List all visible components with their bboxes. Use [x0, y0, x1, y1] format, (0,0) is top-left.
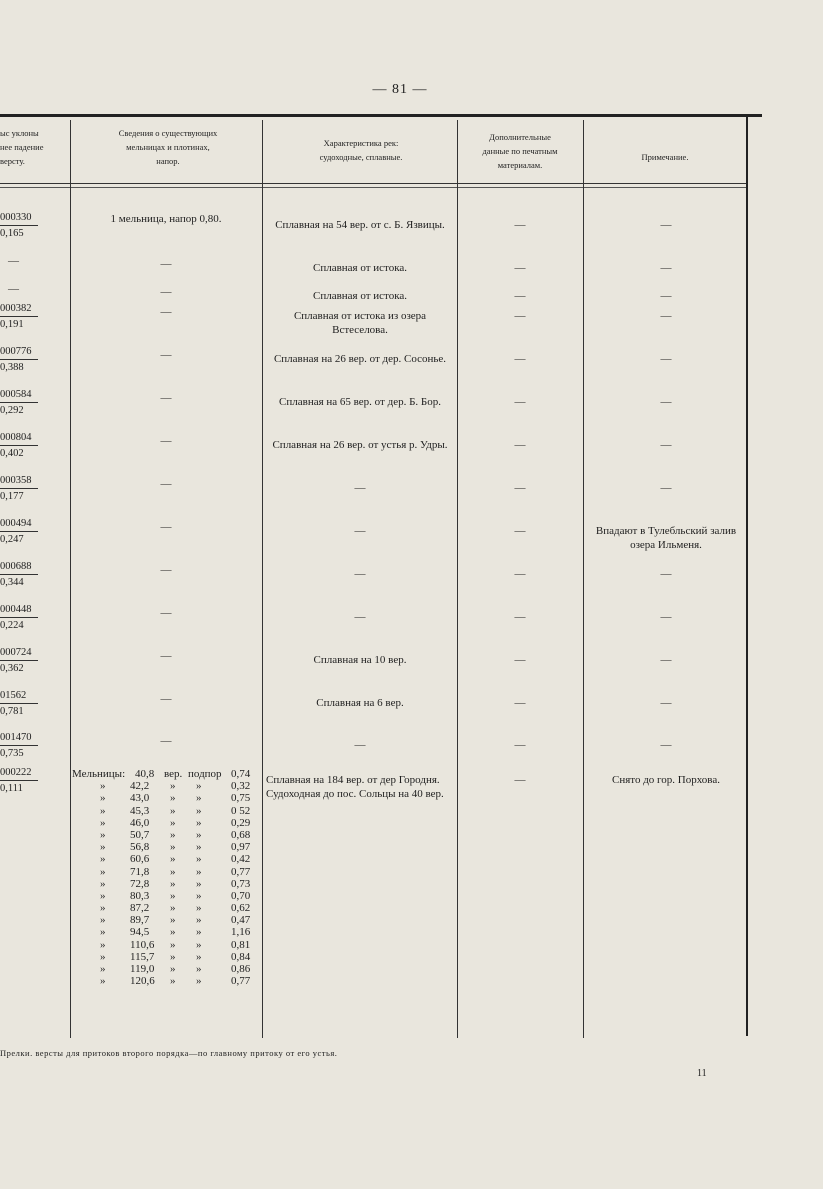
- mill-word: »: [196, 804, 202, 817]
- mill-verst: 115,7: [130, 950, 155, 963]
- mill-backwater: 0,77: [231, 865, 251, 878]
- page-number: — 81 —: [372, 82, 428, 97]
- additional-cell: —: [514, 739, 526, 751]
- mill-word: »: [196, 902, 202, 915]
- mill-backwater: 0,84: [231, 950, 251, 963]
- additional-cell: —: [514, 525, 526, 537]
- mill-row: [72, 890, 260, 902]
- slope-fraction: [0, 730, 38, 761]
- mill-word: »: [196, 950, 202, 963]
- slope-fraction: [0, 516, 38, 547]
- additional-cell: —: [514, 310, 526, 322]
- mill-unit: »: [170, 804, 176, 817]
- mill-unit: »: [170, 865, 176, 878]
- mill-backwater: 0,42: [231, 853, 251, 866]
- mill-verst: 40,8: [135, 768, 155, 780]
- mill-backwater: 0,77: [231, 975, 251, 988]
- mills-cell: —: [160, 392, 172, 404]
- mill-backwater: 0,86: [231, 963, 251, 975]
- mill-backwater: 0,75: [231, 792, 251, 805]
- mill-unit: »: [170, 902, 176, 915]
- header-characteristics: Характеристика рек: судоходные, сплавные.: [319, 138, 403, 162]
- mills-cell: —: [160, 478, 172, 490]
- mills-cell: —: [160, 607, 172, 619]
- mill-word: »: [196, 841, 202, 854]
- characteristics-cell: Сплавная на 6 вер.: [316, 697, 404, 709]
- additional-cell: —: [514, 262, 526, 274]
- note-cell: —: [660, 262, 672, 274]
- slope-fraction: [0, 210, 38, 241]
- slope-per-verst: 0,292: [0, 405, 24, 416]
- mill-verst: 94,5: [130, 926, 150, 939]
- characteristics-cell: Сплавная на 54 вер. от с. Б. Язвицы.: [275, 219, 445, 231]
- slope-value: 000776: [0, 344, 38, 360]
- mill-verst: 43,0: [130, 792, 150, 805]
- characteristics-cell: Сплавная на 26 вер. от дер. Сосонье.: [273, 353, 447, 365]
- mill-label: »: [100, 816, 106, 829]
- mill-backwater: 0,68: [231, 828, 251, 841]
- slope-per-verst: 0,388: [0, 362, 24, 373]
- mills-cell: —: [160, 349, 172, 361]
- characteristics-cell: Сплавная на 184 вер. от дер Городня. Судоходная до пос. Сольцы на 40 вер.: [266, 774, 444, 800]
- additional-cell: —: [514, 219, 526, 231]
- note-cell: —: [660, 611, 672, 623]
- slope-fraction: [0, 473, 38, 504]
- mill-label: »: [100, 975, 106, 988]
- mill-verst: 46,0: [130, 816, 150, 829]
- mill-label: »: [100, 877, 106, 890]
- mill-label: »: [100, 865, 106, 878]
- mill-row: [72, 975, 260, 987]
- mill-unit: »: [170, 914, 176, 927]
- header-additional: Дополнительные данные по печатным материалам.: [482, 132, 558, 170]
- col-divider-4: [583, 120, 584, 1038]
- mill-unit: »: [170, 816, 176, 829]
- footnote: Прелки. версты для притоков второго порядка—по главному притоку от его устья.: [0, 1048, 338, 1058]
- mill-backwater: 1,16: [231, 926, 251, 939]
- mills-cell: —: [160, 521, 172, 533]
- characteristics-cell: Сплавная на 10 вер.: [313, 654, 407, 666]
- mill-label: »: [100, 804, 106, 817]
- note-cell: —: [660, 654, 672, 666]
- col-divider-1: [70, 120, 71, 1038]
- mill-verst: 119,0: [130, 963, 155, 975]
- mill-label: »: [100, 963, 106, 975]
- slope-value: 001470: [0, 730, 38, 746]
- additional-cell: —: [514, 482, 526, 494]
- mill-word: »: [196, 877, 202, 890]
- mill-label: »: [100, 853, 106, 866]
- mill-verst: 120,6: [130, 975, 155, 988]
- mill-backwater: 0,29: [231, 816, 251, 829]
- slope-value: 000724: [0, 645, 38, 661]
- mill-unit: »: [170, 950, 176, 963]
- mill-label: »: [100, 902, 106, 915]
- mill-label: »: [100, 926, 106, 939]
- characteristics-cell: Сплавная на 26 вер. от устья р. Удры.: [272, 439, 448, 451]
- slope-fraction: [0, 430, 38, 461]
- slope-per-verst: 0,735: [0, 748, 24, 759]
- table-right-border: [746, 116, 748, 1036]
- mill-unit: »: [170, 780, 176, 793]
- mills-cell: —: [160, 258, 172, 270]
- mill-verst: 60,6: [130, 853, 150, 866]
- mill-row: [72, 805, 260, 817]
- note-cell: —: [660, 697, 672, 709]
- characteristics-cell: Сплавная от истока.: [312, 262, 408, 274]
- table-top-rule: [0, 114, 762, 117]
- characteristics-cell: Сплавная от истока из озера Встеселова.: [293, 310, 427, 336]
- header-rule: [0, 183, 748, 184]
- additional-cell: —: [514, 654, 526, 666]
- mill-label: »: [100, 950, 106, 963]
- slope-value: 000382: [0, 301, 38, 317]
- note-cell: —: [660, 439, 672, 451]
- mill-backwater: 0,32: [231, 780, 251, 793]
- slope-per-verst: 0,247: [0, 534, 24, 545]
- mill-unit: »: [170, 889, 176, 902]
- mill-row: [72, 878, 260, 890]
- characteristics-cell: —: [354, 739, 366, 751]
- slope-fraction: [0, 602, 38, 633]
- mill-word: »: [196, 865, 202, 878]
- slope-fraction: [0, 559, 38, 590]
- mill-backwater: 0,62: [231, 902, 251, 915]
- mill-row: [72, 768, 260, 780]
- mill-label: Мельницы:: [72, 768, 126, 780]
- slope-per-verst: 0,781: [0, 706, 24, 717]
- mill-row: [72, 780, 260, 792]
- mill-row: [72, 841, 260, 853]
- slope-value: 000688: [0, 559, 38, 575]
- note-cell: —: [660, 290, 672, 302]
- mills-cell: —: [160, 735, 172, 747]
- mills-cell: —: [160, 650, 172, 662]
- additional-cell: —: [514, 439, 526, 451]
- characteristics-cell: Сплавная от истока.: [312, 290, 408, 302]
- characteristics-cell: —: [354, 525, 366, 537]
- slope-value: 000494: [0, 516, 38, 532]
- header-rule-double: [0, 187, 748, 188]
- mills-cell: —: [160, 286, 172, 298]
- mill-word: »: [196, 792, 202, 805]
- mill-unit: вер.: [164, 768, 183, 780]
- mill-row: [72, 902, 260, 914]
- note-cell: —: [660, 310, 672, 322]
- header-slope: ыс уклоны нее падение версту.: [0, 128, 44, 166]
- mills-cell: —: [160, 435, 172, 447]
- slope-per-verst: 0,344: [0, 577, 24, 588]
- mill-verst: 71,8: [130, 865, 150, 878]
- slope-fraction: [0, 387, 38, 418]
- mill-verst: 110,6: [130, 938, 155, 951]
- additional-cell: —: [514, 353, 526, 365]
- header-mills: Сведения о существующих мельницах и плотинах, напор.: [118, 128, 218, 166]
- characteristics-cell: Сплавная на 65 вер. от дер. Б. Бор.: [279, 396, 441, 408]
- mill-row: [72, 914, 260, 926]
- slope-value: 000584: [0, 387, 38, 403]
- slope-per-verst: 0,362: [0, 663, 24, 674]
- mill-unit: »: [170, 853, 176, 866]
- mill-row: [72, 951, 260, 963]
- mill-backwater: 0,47: [231, 914, 251, 927]
- note-cell: —: [660, 482, 672, 494]
- slope-fraction: [0, 765, 38, 796]
- note-cell: —: [660, 353, 672, 365]
- mill-row: [72, 926, 260, 938]
- mill-label: »: [100, 841, 106, 854]
- characteristics-cell: —: [354, 611, 366, 623]
- sheet-number: 11: [697, 1068, 707, 1079]
- mill-verst: 72,8: [130, 877, 150, 890]
- header-notes: Примечание.: [641, 152, 689, 162]
- slope-per-verst: 0,191: [0, 319, 24, 330]
- mill-row: [72, 939, 260, 951]
- mill-word: »: [196, 780, 202, 793]
- slope-value: 000448: [0, 602, 38, 618]
- mill-row: [72, 853, 260, 865]
- slope-value: 000804: [0, 430, 38, 446]
- mills-list: [72, 768, 260, 987]
- mill-word: »: [196, 889, 202, 902]
- mill-verst: 87,2: [130, 902, 150, 915]
- mill-word: »: [196, 816, 202, 829]
- slope-fraction: [0, 344, 38, 375]
- mill-verst: 56,8: [130, 841, 150, 854]
- slope-per-verst: 0,111: [0, 783, 23, 794]
- mills-cell: —: [160, 564, 172, 576]
- additional-cell: —: [514, 774, 526, 786]
- mill-unit: »: [170, 975, 176, 988]
- slope-value: —: [8, 255, 19, 267]
- note-cell: —: [660, 568, 672, 580]
- mill-verst: 89,7: [130, 914, 150, 927]
- mill-unit: »: [170, 877, 176, 890]
- slope-value: 000358: [0, 473, 38, 489]
- additional-cell: —: [514, 396, 526, 408]
- mill-row: [72, 963, 260, 975]
- slope-fraction: [0, 688, 38, 719]
- mill-unit: »: [170, 792, 176, 805]
- slope-per-verst: 0,177: [0, 491, 24, 502]
- mill-label: »: [100, 828, 106, 841]
- slope-per-verst: 0,165: [0, 228, 24, 239]
- mills-cell: —: [160, 693, 172, 705]
- mill-backwater: 0,97: [231, 841, 251, 854]
- mill-unit: »: [170, 828, 176, 841]
- mill-backwater: 0,74: [231, 768, 251, 780]
- characteristics-cell: —: [354, 482, 366, 494]
- additional-cell: —: [514, 568, 526, 580]
- mill-row: [72, 829, 260, 841]
- additional-cell: —: [514, 290, 526, 302]
- mill-verst: 50,7: [130, 828, 150, 841]
- slope-value: 000330: [0, 210, 38, 226]
- slope-value: 01562: [0, 688, 38, 704]
- mill-backwater: 0,70: [231, 889, 251, 902]
- mill-word: »: [196, 938, 202, 951]
- slope-per-verst: 0,402: [0, 448, 24, 459]
- mill-row: [72, 817, 260, 829]
- mill-word: »: [196, 914, 202, 927]
- note-cell: —: [660, 396, 672, 408]
- mill-word: »: [196, 963, 202, 975]
- mill-label: »: [100, 792, 106, 805]
- note-cell: —: [660, 219, 672, 231]
- additional-cell: —: [514, 611, 526, 623]
- mill-label: »: [100, 914, 106, 927]
- mill-word: »: [196, 926, 202, 939]
- mill-backwater: 0 52: [231, 804, 251, 817]
- mill-word: »: [196, 828, 202, 841]
- slope-value: —: [8, 283, 19, 295]
- mill-verst: 42,2: [130, 780, 150, 793]
- mill-label: »: [100, 889, 106, 902]
- col-divider-2: [262, 120, 263, 1038]
- mill-word: подпор: [188, 768, 222, 780]
- mill-backwater: 0,73: [231, 877, 251, 890]
- mill-label: »: [100, 780, 106, 793]
- mills-cell: 1 мельница, напор 0,80.: [110, 213, 222, 225]
- slope-fraction: [0, 301, 38, 332]
- slope-per-verst: 0,224: [0, 620, 24, 631]
- note-cell: —: [660, 739, 672, 751]
- mill-word: »: [196, 975, 202, 988]
- mill-word: »: [196, 853, 202, 866]
- slope-value: 000222: [0, 765, 38, 781]
- additional-cell: —: [514, 697, 526, 709]
- slope-fraction: [0, 645, 38, 676]
- mill-row: [72, 792, 260, 804]
- mill-backwater: 0,81: [231, 938, 251, 951]
- mill-unit: »: [170, 926, 176, 939]
- mill-row: [72, 866, 260, 878]
- mill-verst: 80,3: [130, 889, 150, 902]
- note-cell: Впадают в Тулебльский залив озера Ильменя.: [595, 525, 737, 551]
- mill-label: »: [100, 938, 106, 951]
- characteristics-cell: —: [354, 568, 366, 580]
- mill-unit: »: [170, 938, 176, 951]
- mill-unit: »: [170, 963, 176, 975]
- mills-cell: —: [160, 306, 172, 318]
- mill-unit: »: [170, 841, 176, 854]
- mill-verst: 45,3: [130, 804, 150, 817]
- note-cell: Снято до гор. Порхова.: [612, 774, 720, 786]
